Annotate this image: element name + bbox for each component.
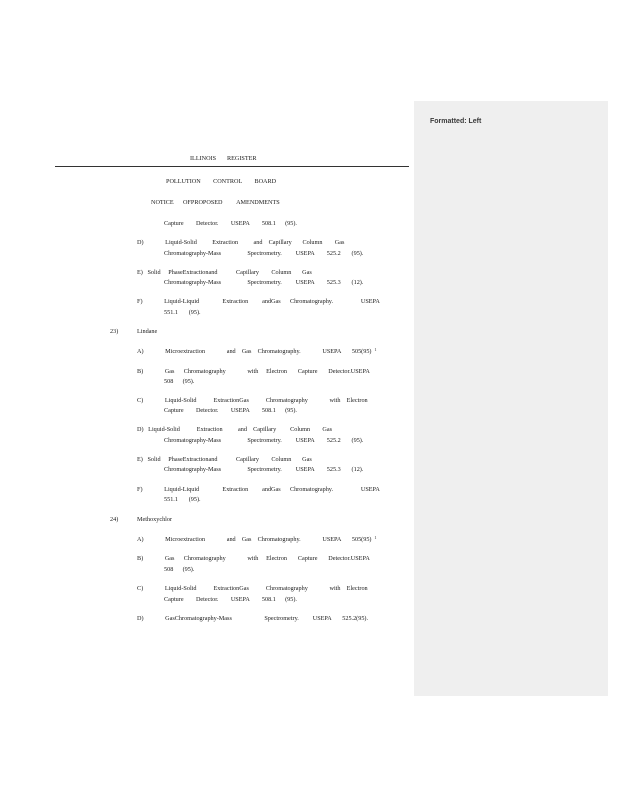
body-line: 551.1 (95). [164, 496, 201, 503]
body-line: A) Microextraction and Gas Chromatography. USEPA 505(95) $^1$ [137, 535, 377, 543]
body-line: Capture Detector. USEPA 508.1 (95). [164, 407, 297, 414]
body-line: Chromatography-Mass Spectrometry. USEPA 525.3 (12). [164, 279, 364, 286]
body-line: 508 (95). [164, 378, 195, 385]
body-line: F) Liquid-Liquid Extraction andGas Chromatography. USEPA [137, 486, 380, 493]
section-title: Methoxychlor [137, 516, 173, 523]
comment-pane [414, 101, 608, 696]
body-line: B) Gas Chromatography with Electron Capture Detector.USEPA [137, 555, 370, 562]
body-line: 551.1 (95). [164, 309, 201, 316]
body-line: C) Liquid-Solid ExtractionGas Chromatography with Electron [137, 397, 368, 404]
body-line: D) Liquid-Solid Extraction and Capillary Column Gas [137, 426, 333, 433]
header-divider [55, 166, 409, 167]
body-line: Chromatography-Mass Spectrometry. USEPA 525.3 (12). [164, 466, 364, 473]
section-number: 23) [110, 328, 119, 335]
section-number: 24) [110, 516, 119, 523]
body-line: 508 (95). [164, 566, 195, 573]
section-title: Lindane [137, 328, 158, 335]
body-line: Chromatography-Mass Spectrometry. USEPA 525.2 (95). [164, 437, 364, 444]
footnote-marker: 1 [374, 347, 377, 352]
body-line: F) Liquid-Liquid Extraction andGas Chromatography. USEPA [137, 298, 380, 305]
footnote-marker: 1 [374, 535, 377, 540]
body-line: A) Microextraction and Gas Chromatography. USEPA 505(95) $^1$ [137, 347, 377, 355]
comment-pane-title: Formatted: Left [430, 118, 482, 125]
body-line: E) Solid PhaseExtractionand Capillary Column Gas [137, 269, 312, 276]
header-board: POLLUTION CONTROL BOARD [166, 178, 277, 185]
header-notice: NOTICE OFPROPOSED AMENDMENTS [151, 199, 280, 206]
body-line: D) Liquid-Solid Extraction and Capillary Column Gas [137, 239, 345, 246]
body-line: E) Solid PhaseExtractionand Capillary Column Gas [137, 456, 312, 463]
body-line: Capture Detector. USEPA 508.1 (95). [164, 220, 297, 227]
body-line: Chromatography-Mass Spectrometry. USEPA 525.2 (95). [164, 250, 364, 257]
header-title: ILLINOIS REGISTER [190, 155, 257, 162]
body-line: C) Liquid-Solid ExtractionGas Chromatography with Electron [137, 585, 368, 592]
body-line: B) Gas Chromatography with Electron Capture Detector.USEPA [137, 368, 370, 375]
body-line: D) GasChromatography-Mass Spectrometry. USEPA 525.2(95). [137, 615, 369, 622]
body-line: Capture Detector. USEPA 508.1 (95). [164, 596, 297, 603]
